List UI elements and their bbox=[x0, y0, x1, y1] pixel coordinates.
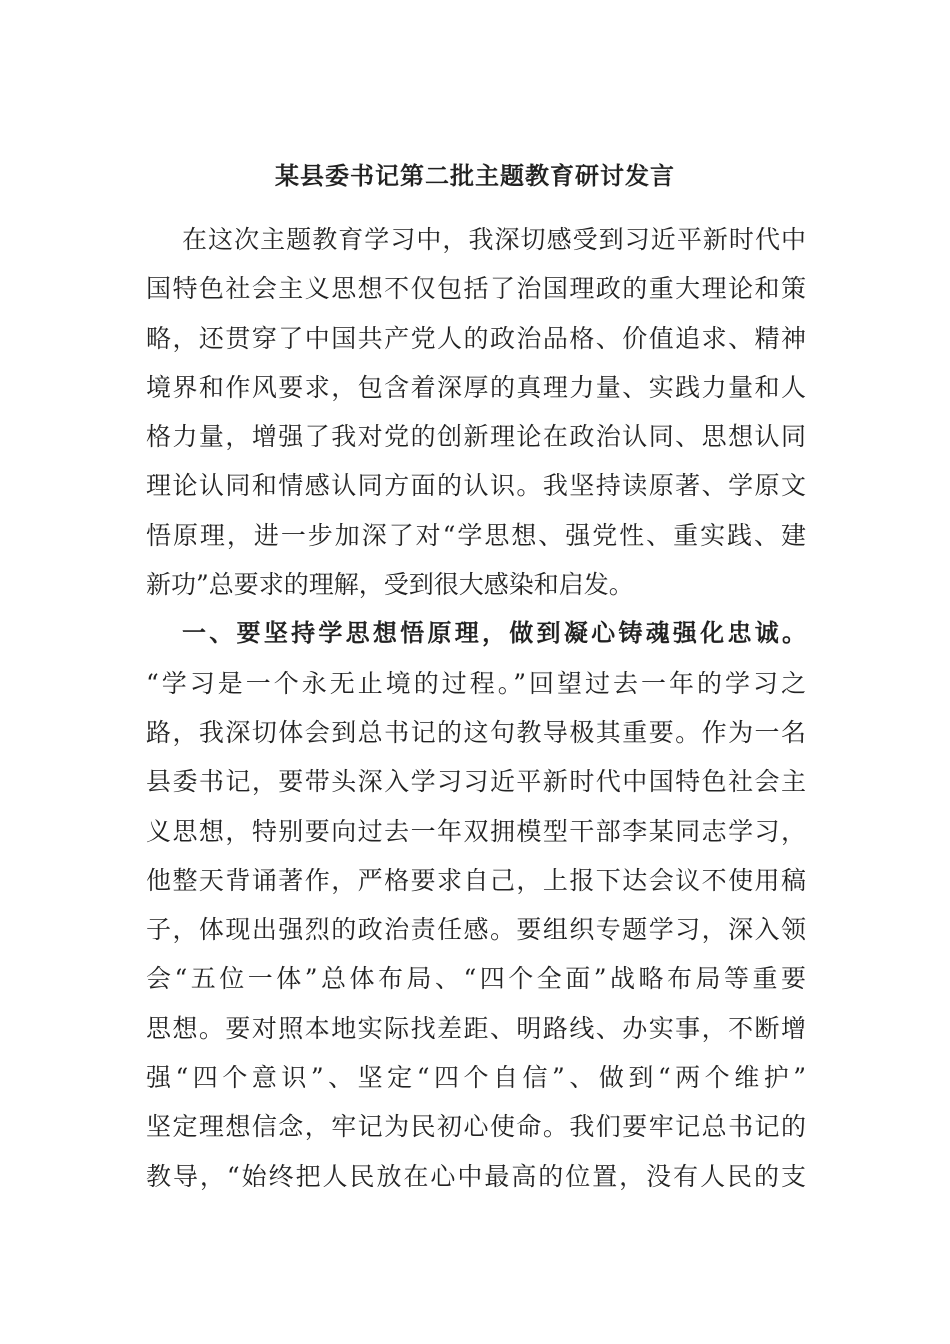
paragraph-line: 思想。要对照本地实际找差距、明路线、办实事，不断增 bbox=[146, 1013, 806, 1043]
paragraph-line: 在这次主题教育学习中，我深切感受到习近平新时代中 bbox=[182, 225, 806, 254]
paragraph-line: 略，还贯穿了中国共产党人的政治品格、价值追求、精神 bbox=[146, 323, 806, 353]
paragraph-line: “学习是一个永无止境的过程。”回望过去一年的学习之 bbox=[146, 668, 806, 698]
paragraph-line: 格力量，增强了我对党的创新理论在政治认同、思想认同 bbox=[146, 422, 806, 452]
paragraph-line: 教导，“始终把人民放在心中最高的位置，没有人民的支 bbox=[146, 1161, 806, 1191]
section-heading: 一、要坚持学思想悟原理，做到凝心铸魂强化忠诚。 bbox=[182, 619, 806, 648]
paragraph-line: 路，我深切体会到总书记的这句教导极其重要。作为一名 bbox=[146, 717, 806, 747]
paragraph-line: 理论认同和情感认同方面的认识。我坚持读原著、学原文 bbox=[146, 471, 806, 501]
document-body bbox=[146, 215, 806, 1201]
paragraph-line: 县委书记，要带头深入学习习近平新时代中国特色社会主 bbox=[146, 767, 806, 797]
document-title: 某县委书记第二批主题教育研讨发言 bbox=[275, 161, 675, 190]
paragraph-line: 义思想，特别要向过去一年双拥模型干部李某同志学习， bbox=[146, 816, 806, 846]
paragraph-line: 国特色社会主义思想不仅包括了治国理政的重大理论和策 bbox=[146, 274, 806, 304]
paragraph-line: 他整天背诵著作，严格要求自己，上报下达会议不使用稿 bbox=[146, 865, 806, 895]
paragraph-line: 新功”总要求的理解，受到很大感染和启发。 bbox=[146, 570, 634, 600]
paragraph-line: 境界和作风要求，包含着深厚的真理力量、实践力量和人 bbox=[146, 372, 806, 402]
paragraph-line: 子，体现出强烈的政治责任感。要组织专题学习，深入领 bbox=[146, 915, 806, 945]
paragraph-line: 会“五位一体”总体布局、“四个全面”战略布局等重要 bbox=[146, 964, 806, 994]
paragraph-line: 强“四个意识”、坚定“四个自信”、做到“两个维护” bbox=[146, 1063, 806, 1093]
paragraph-line: 坚定理想信念，牢记为民初心使命。我们要牢记总书记的 bbox=[146, 1112, 806, 1142]
paragraph-line: 悟原理，进一步加深了对“学思想、强党性、重实践、建 bbox=[146, 520, 806, 550]
